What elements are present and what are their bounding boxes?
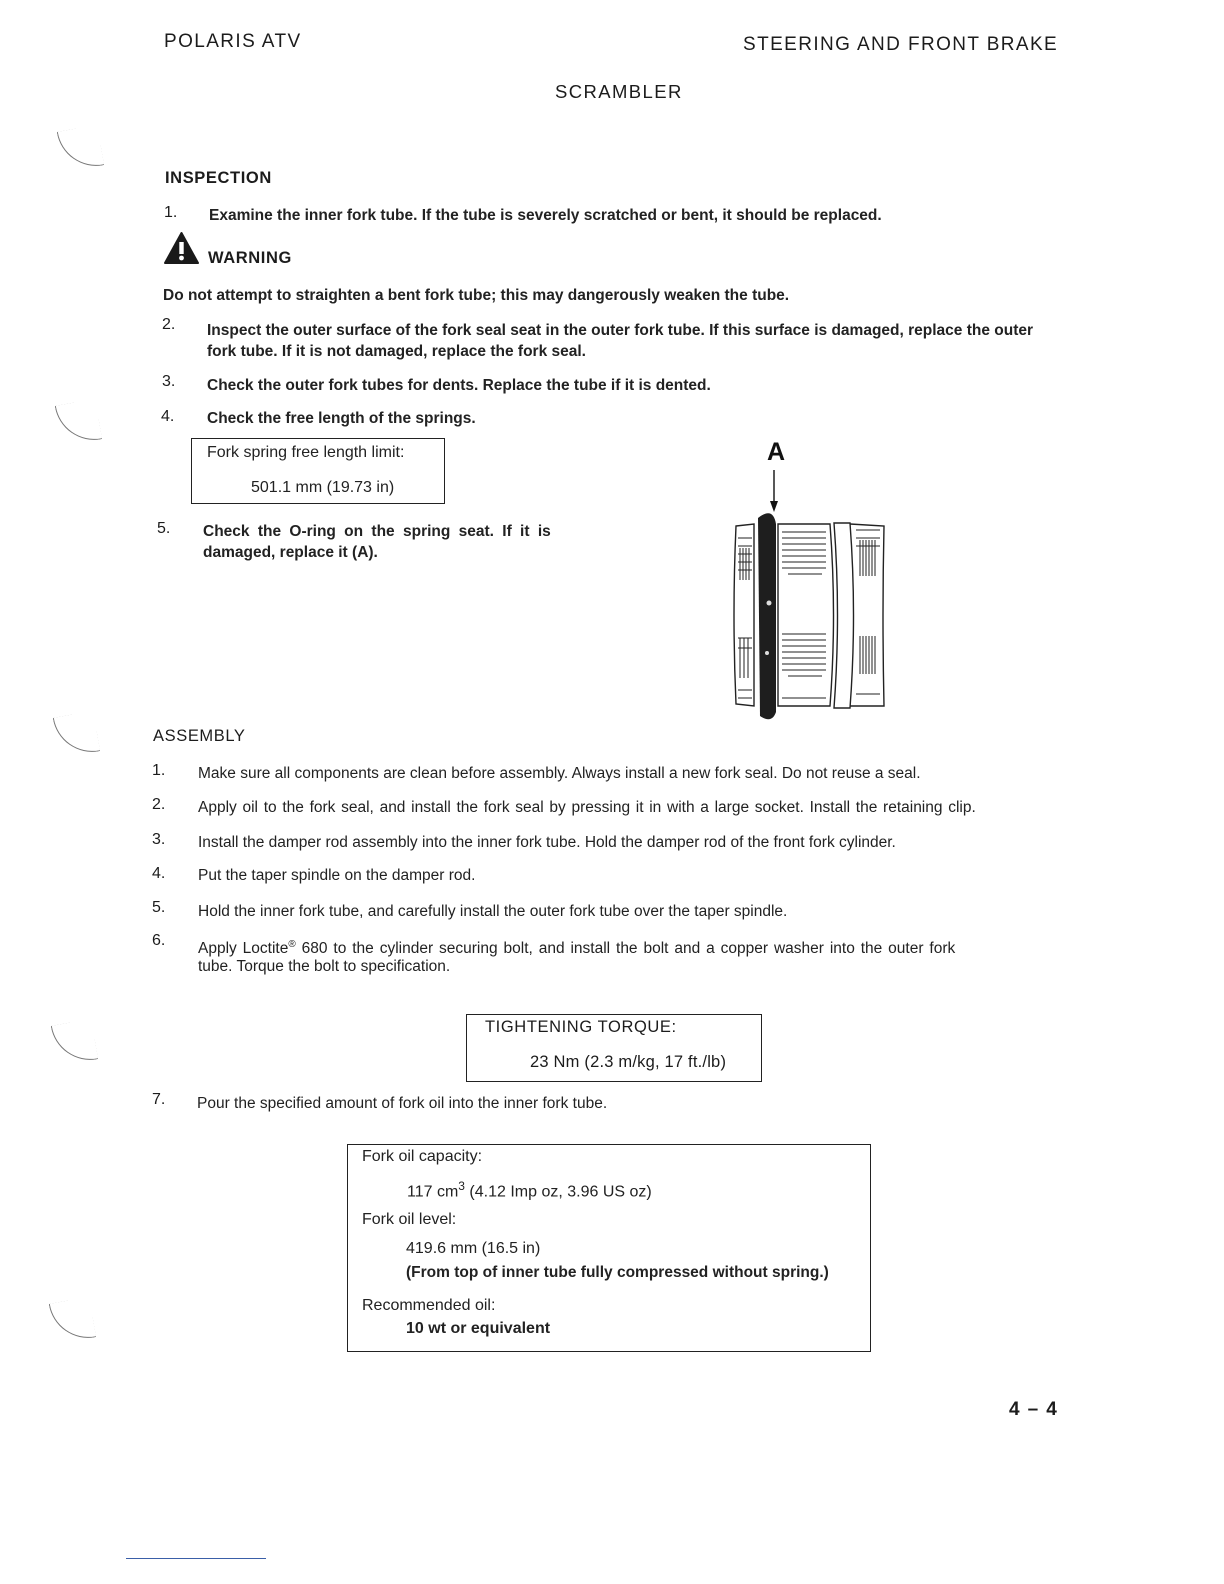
oil-level-value: 419.6 mm (16.5 in)	[406, 1240, 541, 1257]
punch-hole-mark	[49, 1297, 96, 1344]
inspection-step-2-line-1: Inspect the outer surface of the fork seal seat in the outer fork tube. If this surface is damaged, replace the outer	[207, 322, 1034, 339]
assembly-step-5: Hold the inner fork tube, and carefully install the outer fork tube over the taper spindle.	[198, 903, 788, 920]
punch-hole-mark	[53, 711, 100, 758]
oil-capacity-label: Fork oil capacity:	[362, 1148, 483, 1165]
fork-oil-box	[347, 1144, 871, 1352]
assembly-step-3: Install the damper rod assembly into the inner fork tube. Hold the damper rod of the front fork cylinder.	[198, 834, 896, 851]
torque-value: 23 Nm (2.3 m/kg, 17 ft./lb)	[530, 1053, 727, 1071]
step-number: 4.	[152, 865, 166, 882]
oil-capacity-number: 117 cm	[407, 1183, 459, 1201]
assembly-step-7: Pour the specified amount of fork oil into the inner fork tube.	[197, 1095, 608, 1112]
step-number: 2.	[152, 796, 166, 813]
header-left: POLARIS ATV	[164, 31, 302, 52]
recommended-oil-value: 10 wt or equivalent	[406, 1320, 551, 1337]
punch-hole-mark	[55, 399, 102, 446]
spring-limit-label: Fork spring free length limit:	[207, 444, 405, 461]
warning-label: WARNING	[208, 249, 292, 267]
torque-label: TIGHTENING TORQUE:	[485, 1018, 677, 1036]
assembly-step-4: Put the taper spindle on the damper rod.	[198, 867, 476, 884]
inspection-step-4: Check the free length of the springs.	[207, 410, 476, 427]
step-number: 5.	[157, 520, 171, 537]
assembly-heading: ASSEMBLY	[153, 727, 246, 745]
step-6-pre-text: Apply Loctite	[198, 940, 289, 958]
oil-level-label: Fork oil level:	[362, 1211, 457, 1228]
recommended-oil-label: Recommended oil:	[362, 1297, 496, 1314]
inspection-step-1: Examine the inner fork tube. If the tube is severely scratched or bent, it should be replaced.	[209, 207, 882, 224]
bottom-rule	[126, 1558, 266, 1559]
cubic-superscript: 3	[458, 1179, 465, 1193]
inspection-step-2-line-2: fork tube. If it is not damaged, replace the fork seal.	[207, 343, 586, 360]
figure-label-a: A	[767, 438, 786, 466]
step-6-post-text: 680 to the cylinder securing bolt, and install the bolt and a copper washer into the outer fork	[295, 940, 956, 958]
step-number: 2.	[162, 316, 176, 333]
inspection-step-5-line-1: Check the O-ring on the spring seat. If it is	[203, 523, 551, 540]
oil-level-note: (From top of inner tube fully compressed without spring.)	[406, 1264, 829, 1281]
step-number: 3.	[162, 373, 176, 390]
header-right: STEERING AND FRONT BRAKE	[743, 34, 1059, 55]
step-number: 1.	[152, 762, 166, 779]
warning-text: Do not attempt to straighten a bent fork tube; this may dangerously weaken the tube.	[163, 287, 790, 304]
page-title: SCRAMBLER	[555, 81, 683, 102]
spring-limit-box	[191, 438, 445, 504]
step-number: 5.	[152, 899, 166, 916]
step-number: 6.	[152, 932, 166, 949]
step-number: 1.	[164, 204, 178, 221]
oil-capacity-value	[407, 1175, 652, 1203]
punch-hole-mark	[57, 125, 104, 172]
warning-icon	[163, 231, 200, 265]
inspection-step-3: Check the outer fork tubes for dents. Replace the tube if it is dented.	[207, 377, 711, 394]
registered-mark: ®	[288, 939, 296, 950]
page-number: 4 – 4	[1009, 1399, 1059, 1420]
assembly-step-6-line-2: tube. Torque the bolt to specification.	[198, 958, 451, 975]
assembly-step-1: Make sure all components are clean before assembly. Always install a new fork seal. Do not reuse a seal.	[198, 765, 921, 782]
inspection-step-5-line-2: damaged, replace it (A).	[203, 544, 378, 561]
punch-hole-mark	[51, 1019, 98, 1066]
step-number: 3.	[152, 831, 166, 848]
step-number: 7.	[152, 1091, 166, 1108]
assembly-step-2: Apply oil to the fork seal, and install the fork seal by pressing it in with a large socket. Install the retaining clip.	[198, 799, 976, 816]
inspection-heading: INSPECTION	[165, 169, 272, 187]
fork-oring-figure	[726, 468, 892, 726]
spring-limit-value: 501.1 mm (19.73 in)	[251, 479, 395, 496]
step-number: 4.	[161, 408, 175, 425]
oil-capacity-equivalents: (4.12 Imp oz, 3.96 US oz)	[464, 1183, 652, 1201]
torque-box	[466, 1014, 762, 1082]
